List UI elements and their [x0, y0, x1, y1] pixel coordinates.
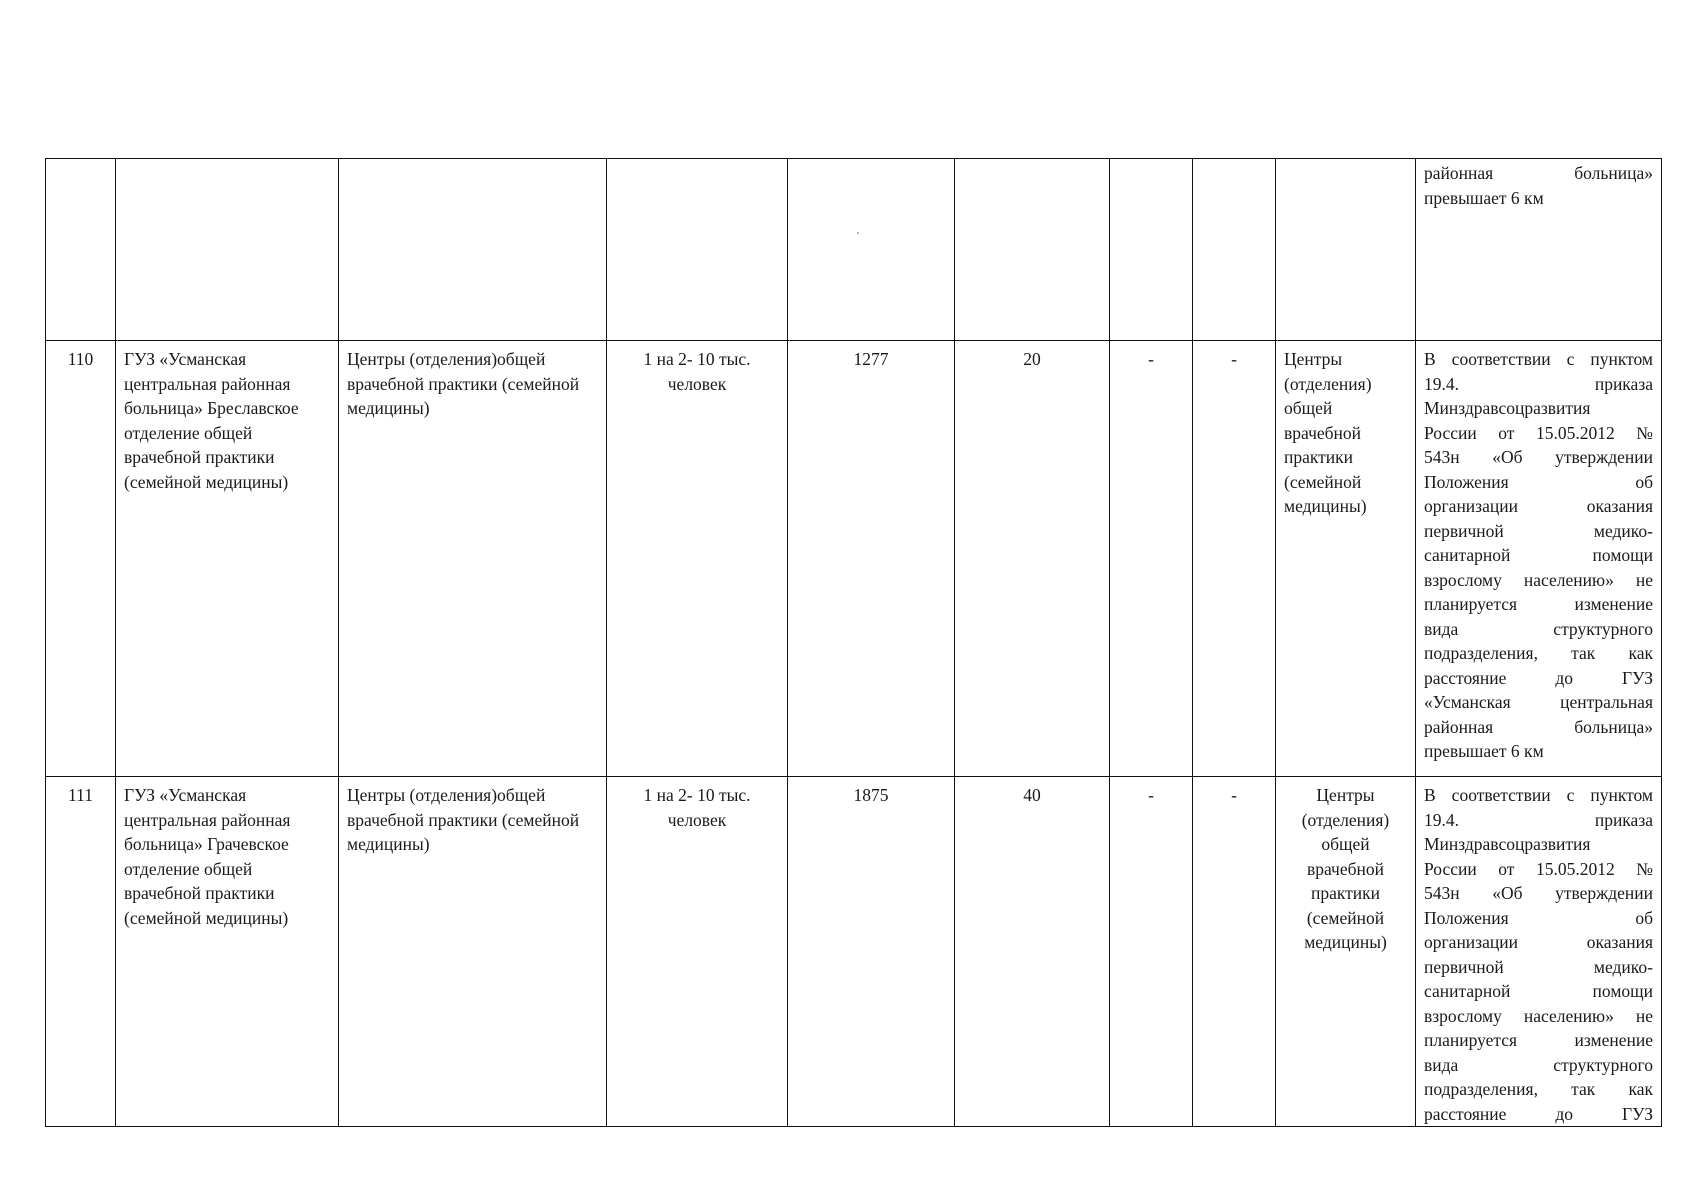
justification-line: 543н «Об утверждении	[1424, 447, 1653, 467]
justification-line: подразделения, так как	[1424, 643, 1653, 663]
distance-cell	[955, 159, 1110, 341]
document-table	[45, 158, 1662, 1127]
planned-type-cell: Центры (отделения) общей врачебной практики (семейной медицины)	[1276, 777, 1416, 1127]
justification-cell	[1416, 159, 1662, 341]
unit-type-cell: Центры (отделения)общей врачебной практики (семейной медицины)	[339, 341, 607, 777]
norm-cell	[607, 159, 788, 341]
justification-cell	[1416, 341, 1662, 777]
justification-line: В соответствии с пунктом	[1424, 349, 1653, 369]
unit-type-cell	[339, 159, 607, 341]
distance-cell: 40	[955, 777, 1110, 1127]
justification-line: России от 15.05.2012 №	[1424, 422, 1653, 443]
justification-line: расстояние до ГУЗ	[1424, 667, 1653, 688]
justification-line: подразделения, так как	[1424, 1079, 1653, 1099]
distance-cell: 20	[955, 341, 1110, 777]
table-row	[46, 159, 1662, 341]
justification-line: организации оказания	[1424, 932, 1653, 952]
norm-cell: 1 на 2- 10 тыс. человек	[607, 777, 788, 1127]
justification-line: взрослому населению» не	[1424, 1005, 1653, 1026]
justification-line: первичной медико-	[1424, 520, 1653, 541]
column-8-cell	[1193, 159, 1276, 341]
table-row	[46, 777, 1662, 1127]
norm-cell: 1 на 2- 10 тыс. человек	[607, 341, 788, 777]
justification-line: организации оказания	[1424, 496, 1653, 516]
column-7-cell: -	[1110, 341, 1193, 777]
organization-cell: ГУЗ «Усманская центральная районная больница» Бреславское отделение общей врачебной практики (семейной медицины)	[116, 341, 339, 777]
population-cell	[788, 159, 955, 341]
justification-line: Минздравсоцразвития	[1424, 834, 1591, 854]
justification-line: вида структурного	[1424, 1054, 1653, 1075]
row-number: 110	[46, 341, 116, 777]
population-cell: 1277	[788, 341, 955, 777]
justification-line: превышает 6 км	[1424, 741, 1544, 761]
justification-line: первичной медико-	[1424, 956, 1653, 977]
justification-line: районная больница»	[1424, 716, 1653, 737]
justification-line: взрослому населению» не	[1424, 569, 1653, 590]
justification-line: санитарной помощи	[1424, 981, 1653, 1001]
column-8-cell: -	[1193, 341, 1276, 777]
justification-line: вида структурного	[1424, 618, 1653, 639]
unit-type-cell: Центры (отделения)общей врачебной практики (семейной медицины)	[339, 777, 607, 1127]
justification-cell	[1416, 777, 1662, 1127]
population-cell: 1875	[788, 777, 955, 1127]
table-row	[46, 341, 1662, 777]
justification-line: районная больница»	[1424, 163, 1653, 183]
justification-line: планируется изменение	[1424, 594, 1653, 614]
column-7-cell	[1110, 159, 1193, 341]
justification-line: санитарной помощи	[1424, 545, 1653, 565]
planned-type-cell	[1276, 159, 1416, 341]
column-7-cell: -	[1110, 777, 1193, 1127]
planned-type-cell: Центры (отделения) общей врачебной практики (семейной медицины)	[1276, 341, 1416, 777]
justification-line: «Усманская центральная	[1424, 692, 1653, 712]
justification-line: 19.4. приказа	[1424, 373, 1653, 394]
column-8-cell: -	[1193, 777, 1276, 1127]
justification-line: расстояние до ГУЗ	[1424, 1103, 1653, 1124]
organization-cell: ГУЗ «Усманская центральная районная больница» Грачевское отделение общей врачебной практики (семейной медицины)	[116, 777, 339, 1127]
justification-line: Положения об	[1424, 907, 1653, 928]
organization-cell	[116, 159, 339, 341]
justification-line: 543н «Об утверждении	[1424, 883, 1653, 903]
justification-line: России от 15.05.2012 №	[1424, 858, 1653, 879]
justification-line: Положения об	[1424, 471, 1653, 492]
row-number	[46, 159, 116, 341]
scan-speck	[857, 232, 859, 234]
justification-line: планируется изменение	[1424, 1030, 1653, 1050]
row-number: 111	[46, 777, 116, 1127]
justification-line: В соответствии с пунктом	[1424, 785, 1653, 805]
justification-line: превышает 6 км	[1424, 187, 1544, 208]
justification-line: 19.4. приказа	[1424, 809, 1653, 830]
justification-line: Минздравсоцразвития	[1424, 398, 1591, 418]
